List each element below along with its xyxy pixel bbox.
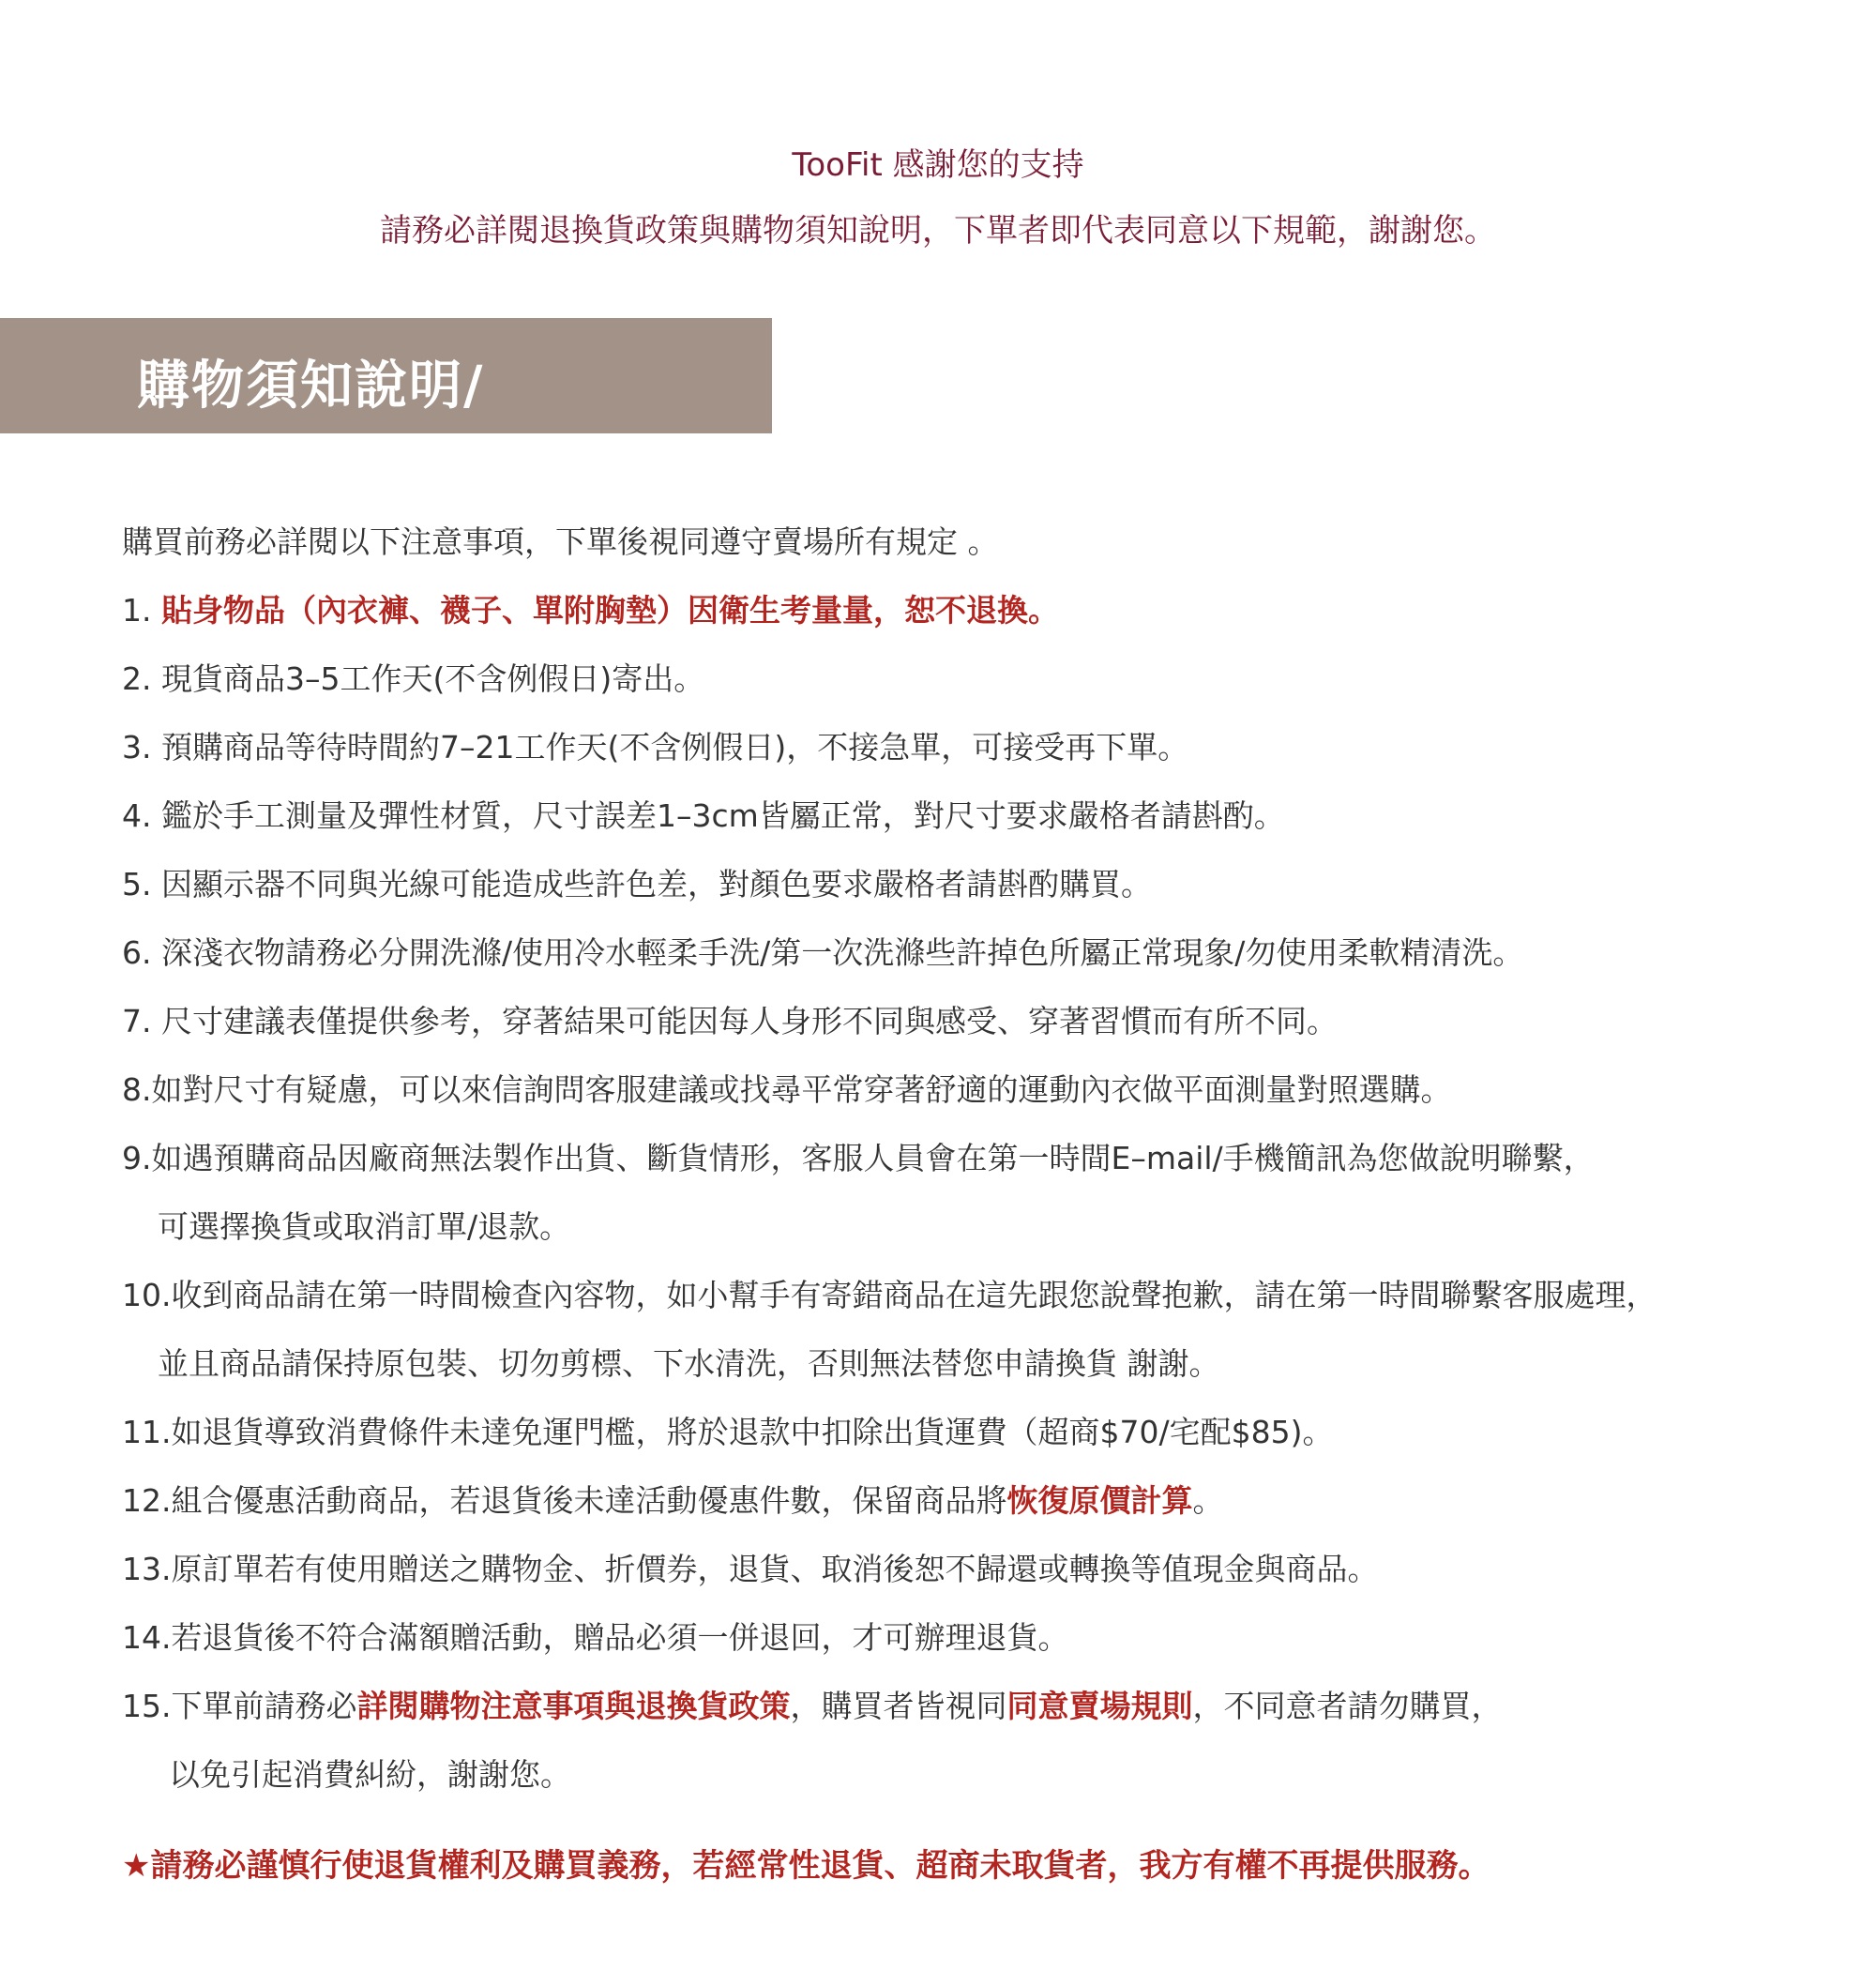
list-item-11: 11.如退貨導致消費條件未達免運門檻，將於退款中扣除出貨運費（超商$70/宅配$85)。 [122,1414,1334,1450]
list-item-15-text: 15.下單前請務必 [122,1688,357,1724]
list-item-12 [122,1477,1223,1525]
list-item-7: 7. 尺寸建議表僅提供參考，穿著結果可能因每人身形不同與感受、穿著習慣而有所不同。 [122,1003,1338,1039]
list-item-8: 8.如對尺寸有疑慮，可以來信詢問客服建議或找尋平常穿著舒適的運動內衣做平面測量對照選購。 [122,1071,1452,1108]
list-item-1 [122,586,1059,635]
list-item-12-end: 。 [1192,1482,1224,1519]
list-item-10: 10.收到商品請在第一時間檢查內容物，如小幫手有寄錯商品在這先跟您說聲抱歉，請在第一時間聯繫客服處理， [122,1277,1657,1313]
list-item-10-continued: 並且商品請保持原包裝、切勿剪標、下水清洗，否則無法替您申請換貨 謝謝。 [158,1345,1220,1382]
list-item-15-continued: 以免引起消費糾紛，謝謝您。 [169,1756,571,1793]
list-item-15-highlight-rules: 同意賣場規則 [1006,1688,1193,1724]
list-item-4: 4. 鑑於手工測量及彈性材質，尺寸誤差1–3cm皆屬正常，對尺寸要求嚴格者請斟酌。 [122,797,1285,834]
list-item-1-number: 1. [122,592,161,629]
list-item-15-highlight-policy: 詳閱購物注意事項與退換貨政策 [356,1688,791,1724]
list-item-12-highlight: 恢復原價計算 [1006,1482,1193,1519]
list-item-3: 3. 預購商品等待時間約7–21工作天(不含例假日)，不接急單，可接受再下單。 [122,729,1189,766]
list-item-15-middle: ，購買者皆視同 [790,1688,1007,1724]
list-item-6: 6. 深淺衣物請務必分開洗滌/使用冷水輕柔手洗/第一次洗滌些許掉色所屬正常現象/勿使用柔軟精清洗。 [122,934,1524,971]
list-item-1-highlight: 貼身物品（內衣褲、襪子、單附胸墊）因衛生考量量，恕不退換。 [160,592,1059,629]
list-item-14: 14.若退貨後不符合滿額贈活動，贈品必須一併退回，才可辦理退貨。 [122,1619,1069,1656]
section-banner [0,318,772,433]
list-item-15 [122,1682,1502,1731]
final-warning: ★請務必謹慎行使退貨權利及購買義務，若經常性退貨、超商未取貨者，我方有權不再提供服務。 [122,1847,1490,1885]
list-item-12-text: 12.組合優惠活動商品，若退貨後未達活動優惠件數，保留商品將 [122,1482,1007,1519]
list-item-9-continued: 可選擇換貨或取消訂單/退款。 [158,1208,571,1245]
list-item-2: 2. 現貨商品3–5工作天(不含例假日)寄出。 [122,660,705,697]
intro-text: 購買前務必詳閱以下注意事項，下單後視同遵守賣場所有規定 。 [122,523,999,560]
section-title: 購物須知說明/ [137,356,485,417]
list-item-9: 9.如遇預購商品因廠商無法製作出貨、斷貨情形，客服人員會在第一時間E–mail/手機簡訊為您做說明聯繫， [122,1140,1595,1176]
policy-notice: 請務必詳閱退換貨政策與購物須知說明，下單者即代表同意以下規範，謝謝您。 [380,212,1496,250]
list-item-5: 5. 因顯示器不同與光線可能造成些許色差，對顏色要求嚴格者請斟酌購買。 [122,866,1152,902]
list-item-15-end: ，不同意者請勿購買， [1192,1688,1503,1724]
list-item-13: 13.原訂單若有使用贈送之購物金、折價券，退貨、取消後恕不歸還或轉換等值現金與商品。 [122,1551,1379,1587]
thanks-heading: TooFit 感謝您的支持 [792,146,1084,184]
